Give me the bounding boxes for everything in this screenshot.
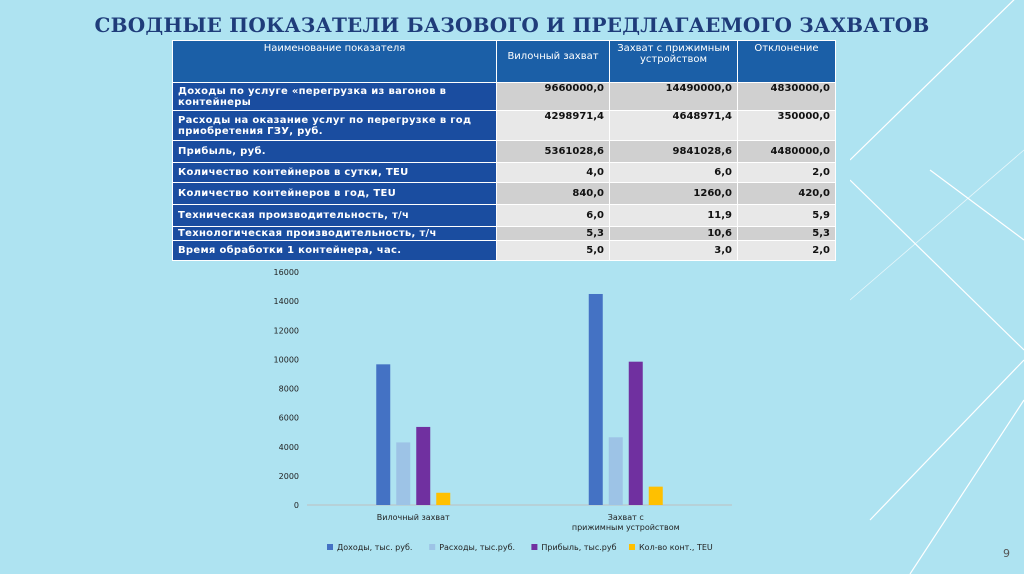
row-label: Время обработки 1 контейнера, час. bbox=[173, 241, 497, 261]
cell-clamp-grip: 11,9 bbox=[610, 205, 738, 227]
bar bbox=[416, 427, 430, 505]
cell-deviation: 4480000,0 bbox=[738, 141, 836, 163]
cell-clamp-grip: 4648971,4 bbox=[610, 111, 738, 141]
table-row bbox=[173, 241, 836, 261]
table-row bbox=[173, 141, 836, 163]
y-tick-label: 12000 bbox=[273, 326, 299, 336]
cell-fork-grip: 9660000,0 bbox=[497, 83, 610, 111]
y-tick-label: 4000 bbox=[278, 442, 299, 452]
cell-clamp-grip: 6,0 bbox=[610, 163, 738, 183]
table-row bbox=[173, 205, 836, 227]
page-number: 9 bbox=[1003, 547, 1010, 560]
cell-fork-grip: 5,3 bbox=[497, 227, 610, 241]
bar bbox=[629, 362, 643, 505]
legend-swatch bbox=[531, 544, 537, 550]
bar bbox=[376, 364, 390, 505]
header-fork-grip: Вилочный захват bbox=[497, 41, 610, 83]
cell-clamp-grip: 3,0 bbox=[610, 241, 738, 261]
row-label: Доходы по услуге «перегрузка из вагонов в контейнеры bbox=[173, 83, 497, 111]
cell-deviation: 420,0 bbox=[738, 183, 836, 205]
cell-fork-grip: 4298971,4 bbox=[497, 111, 610, 141]
table-header-row bbox=[173, 41, 836, 83]
y-tick-label: 16000 bbox=[273, 268, 299, 277]
legend-swatch bbox=[429, 544, 435, 550]
row-label: Прибыль, руб. bbox=[173, 141, 497, 163]
legend-label: Доходы, тыс. руб. bbox=[337, 543, 413, 552]
y-tick-label: 8000 bbox=[278, 384, 299, 394]
cell-fork-grip: 840,0 bbox=[497, 183, 610, 205]
table-row bbox=[173, 227, 836, 241]
row-label: Расходы на оказание услуг по перегрузке в год приобретения ГЗУ, руб. bbox=[173, 111, 497, 141]
row-label: Технологическая производительность, т/ч bbox=[173, 227, 497, 241]
bar bbox=[436, 493, 450, 505]
bar bbox=[649, 487, 663, 505]
cell-clamp-grip: 14490000,0 bbox=[610, 83, 738, 111]
header-deviation: Отклонение bbox=[738, 41, 836, 83]
legend-label: Кол-во конт., TEU bbox=[639, 543, 713, 552]
legend-label: Расходы, тыс.руб. bbox=[439, 543, 516, 552]
cell-fork-grip: 5,0 bbox=[497, 241, 610, 261]
table-row bbox=[173, 83, 836, 111]
bar bbox=[589, 294, 603, 505]
cell-deviation: 4830000,0 bbox=[738, 83, 836, 111]
header-clamp-grip: Захват с прижимным устройством bbox=[610, 41, 738, 83]
cell-clamp-grip: 10,6 bbox=[610, 227, 738, 241]
y-tick-label: 6000 bbox=[278, 413, 299, 423]
row-label: Количество контейнеров в сутки, TEU bbox=[173, 163, 497, 183]
cell-fork-grip: 5361028,6 bbox=[497, 141, 610, 163]
header-indicator-name: Наименование показателя bbox=[173, 41, 497, 83]
slide-title: СВОДНЫЕ ПОКАЗАТЕЛИ БАЗОВОГО И ПРЕДЛАГАЕМОГО ЗАХВАТОВ bbox=[94, 13, 930, 37]
y-tick-label: 0 bbox=[293, 501, 299, 510]
bar bbox=[609, 437, 623, 505]
cell-deviation: 2,0 bbox=[738, 163, 836, 183]
x-category-label: Захват с прижимным устройством bbox=[571, 513, 680, 532]
cell-deviation: 5,3 bbox=[738, 227, 836, 241]
y-tick-label: 14000 bbox=[273, 297, 299, 307]
legend-swatch bbox=[629, 544, 635, 550]
table-row bbox=[173, 111, 836, 141]
summary-table bbox=[172, 40, 836, 261]
cell-deviation: 5,9 bbox=[738, 205, 836, 227]
y-tick-label: 2000 bbox=[278, 471, 299, 481]
legend-label: Прибыль, тыс.руб bbox=[541, 543, 617, 552]
legend-swatch bbox=[327, 544, 333, 550]
bar-chart bbox=[262, 262, 742, 562]
y-tick-label: 10000 bbox=[273, 355, 299, 365]
x-category-label: Вилочный захват bbox=[376, 513, 450, 522]
bar bbox=[396, 442, 410, 505]
cell-fork-grip: 6,0 bbox=[497, 205, 610, 227]
decorative-lines bbox=[850, 0, 1024, 574]
row-label: Количество контейнеров в год, TEU bbox=[173, 183, 497, 205]
cell-deviation: 350000,0 bbox=[738, 111, 836, 141]
cell-clamp-grip: 9841028,6 bbox=[610, 141, 738, 163]
row-label: Техническая производительность, т/ч bbox=[173, 205, 497, 227]
cell-deviation: 2,0 bbox=[738, 241, 836, 261]
table-row bbox=[173, 163, 836, 183]
table-row bbox=[173, 183, 836, 205]
cell-clamp-grip: 1260,0 bbox=[610, 183, 738, 205]
cell-fork-grip: 4,0 bbox=[497, 163, 610, 183]
